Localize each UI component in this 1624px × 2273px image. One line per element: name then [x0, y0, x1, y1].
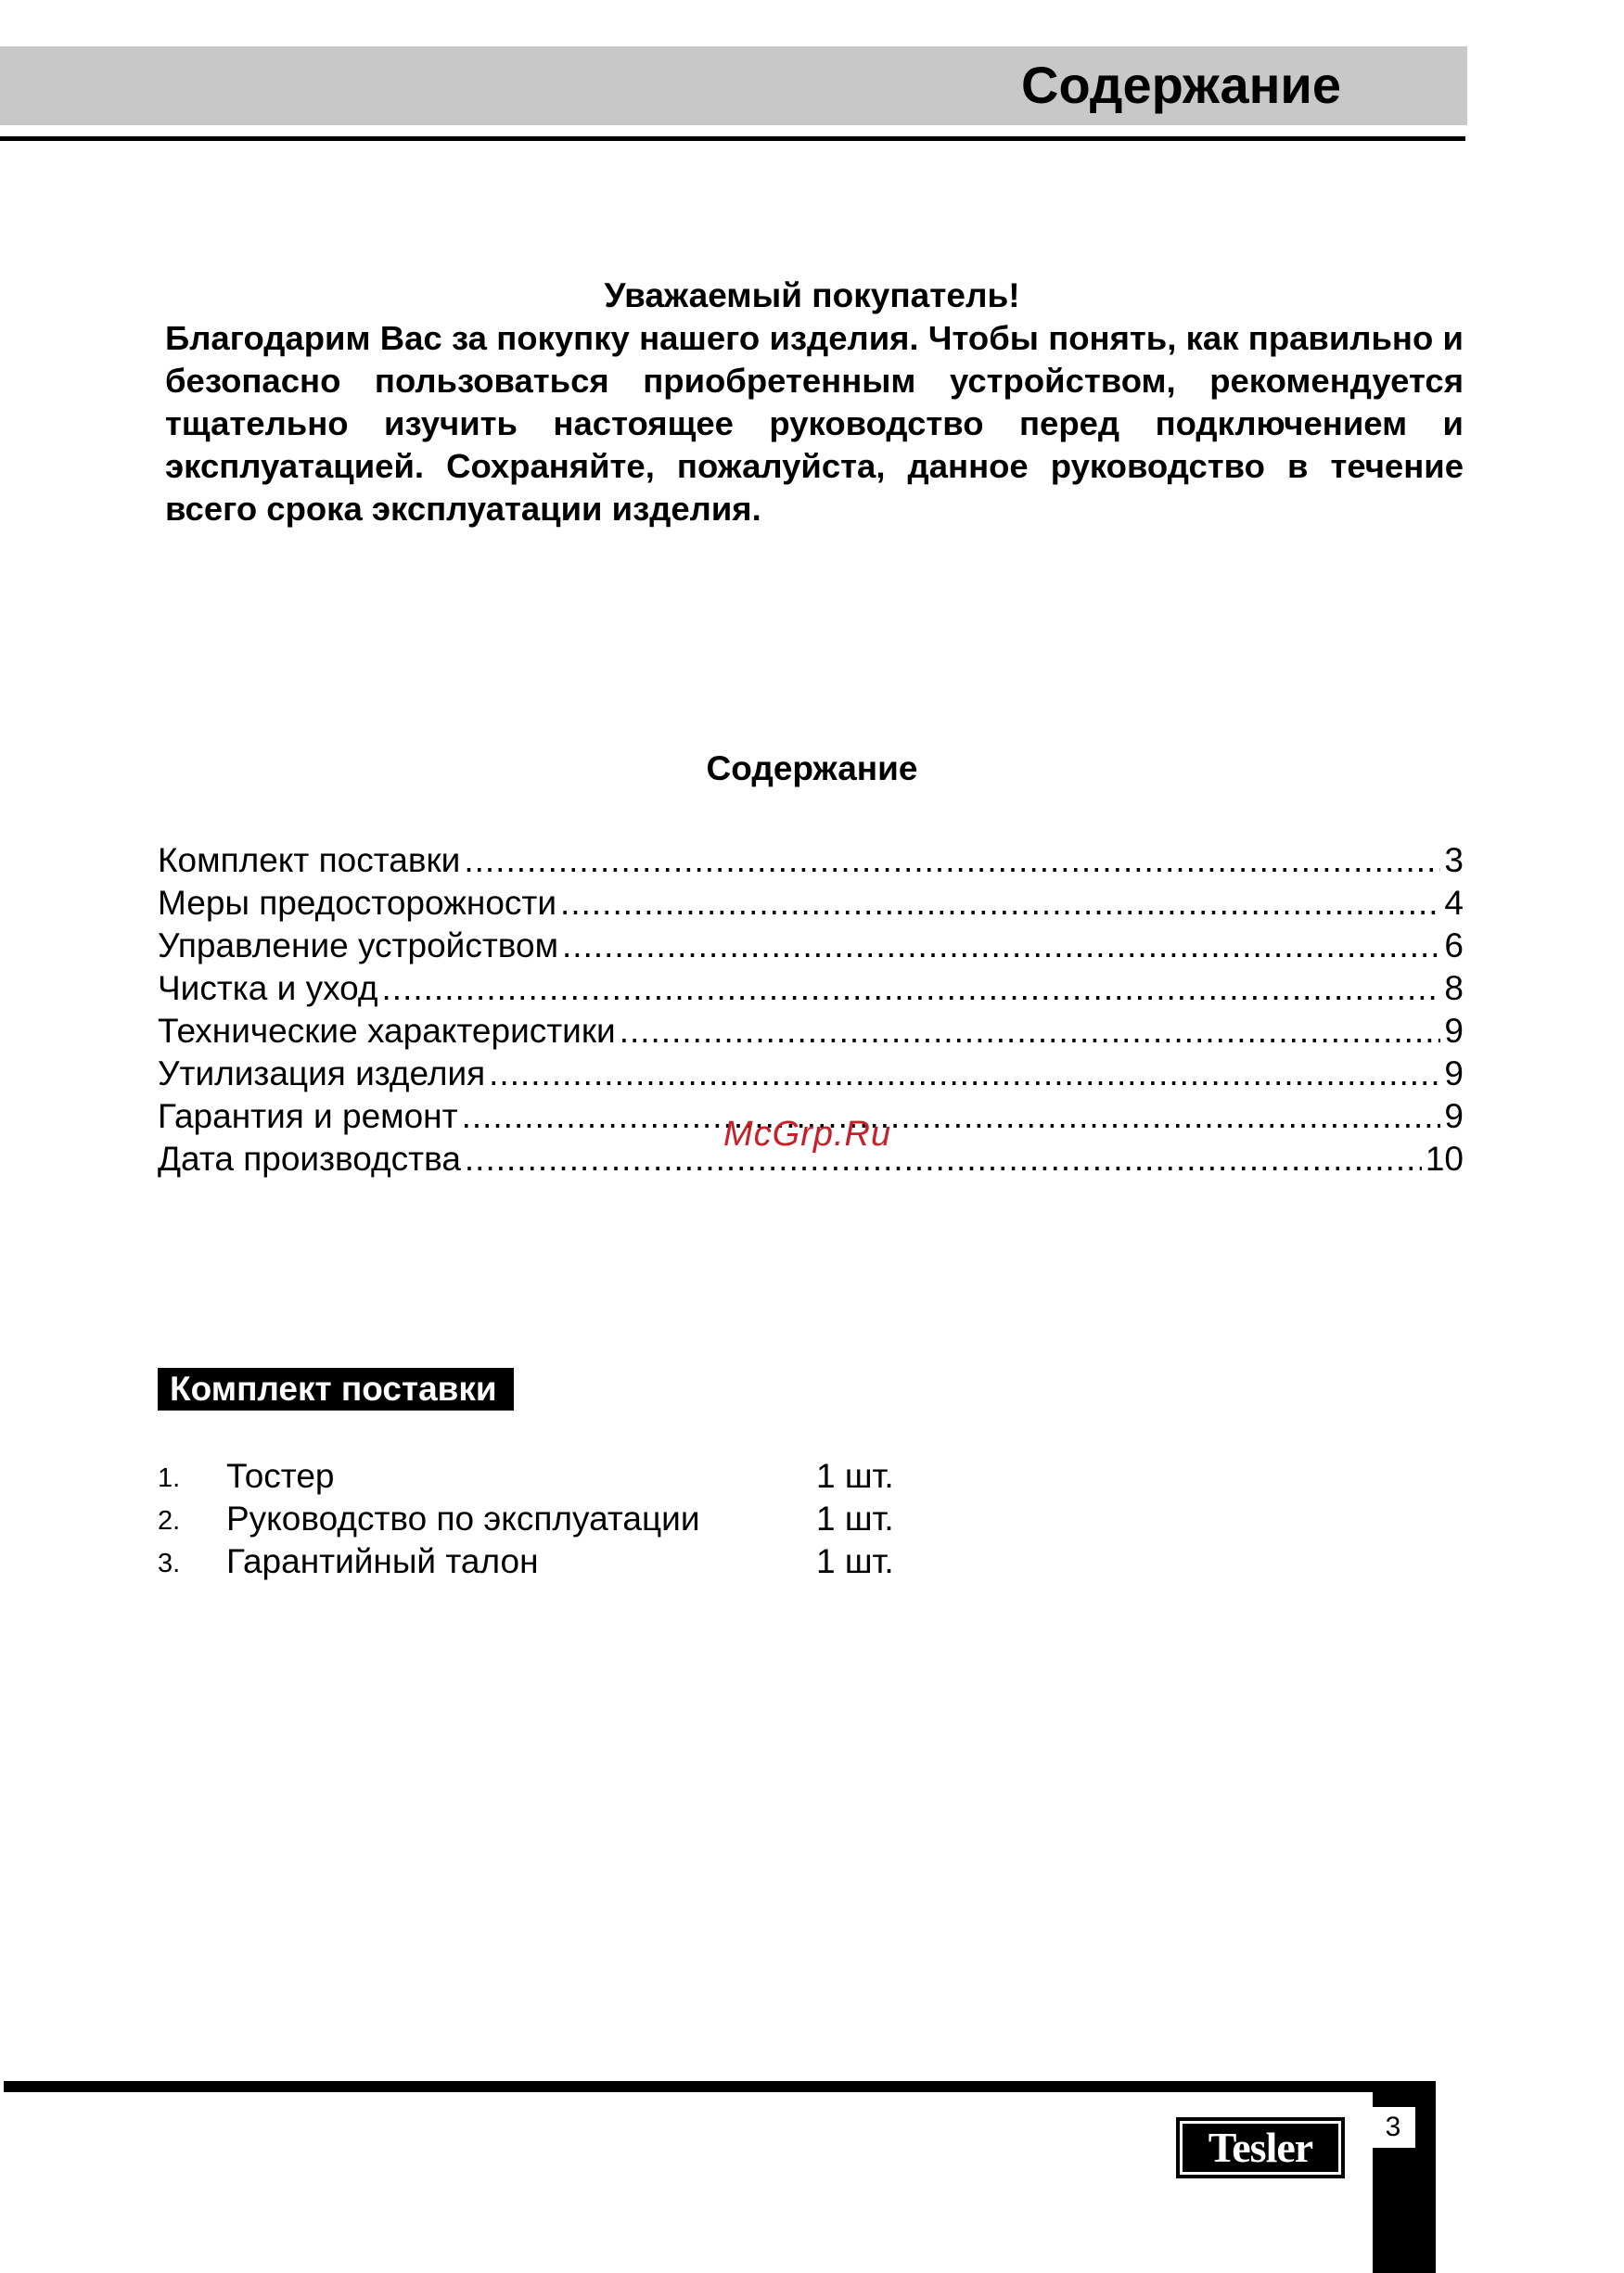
toc-leader-dots — [462, 1095, 1441, 1138]
header-divider — [0, 136, 1465, 141]
page-title: Содержание — [1021, 56, 1341, 114]
list-item — [158, 1455, 992, 1498]
toc-item-label: Технические характеристики — [158, 1012, 616, 1050]
footer-divider — [4, 2081, 1436, 2092]
toc-leader-dots — [464, 839, 1440, 882]
toc-heading: Содержание — [706, 749, 918, 787]
toc-item-label: Утилизация изделия — [158, 1054, 486, 1092]
watermark-text: McGrp.Ru — [723, 1115, 892, 1154]
list-item-name: Гарантийный талон — [226, 1542, 539, 1580]
toc-item-label: Гарантия и ремонт — [158, 1097, 458, 1135]
header-band — [0, 46, 1467, 125]
toc-leader-dots — [489, 1053, 1440, 1095]
toc-item[interactable] — [158, 1010, 1464, 1053]
greeting-heading: Уважаемый покупатель! — [604, 276, 1020, 314]
page-number: 3 — [1371, 2107, 1415, 2148]
tesler-logo — [1176, 2117, 1345, 2178]
toc-item[interactable] — [158, 967, 1464, 1010]
list-item — [158, 1498, 992, 1540]
toc-item-page: 9 — [1444, 1012, 1464, 1050]
toc-item-page: 4 — [1444, 884, 1464, 922]
list-item-number: 2. — [158, 1506, 181, 1536]
intro-paragraph: Благодарим Вас за покупку нашего изделия. Чтобы понять, как правильно и безопасно пользоваться приобретенным устройством, рекомендуется тщательно изучить настоящее руководство перед подключением и эксплуатацией. Сохраняйте, пожалуйста, данное руководство в течение всего срока эксплуатации изделия. — [165, 319, 1464, 528]
list-item-name: Руководство по эксплуатации — [226, 1500, 700, 1538]
toc-item-page: 9 — [1444, 1097, 1464, 1135]
toc-leader-dots — [560, 882, 1440, 925]
toc-item-page: 6 — [1444, 926, 1464, 964]
toc-item[interactable] — [158, 839, 1464, 882]
list-item-quantity: 1 шт. — [816, 1542, 894, 1580]
toc-item-label: Дата производства — [158, 1140, 461, 1178]
list-item — [158, 1540, 992, 1583]
toc-item-label: Управление устройством — [158, 926, 559, 964]
toc-leader-dots — [382, 967, 1441, 1010]
toc-item-label: Меры предосторожности — [158, 884, 557, 922]
toc-leader-dots — [620, 1010, 1441, 1053]
toc-item-label: Комплект поставки — [158, 841, 461, 879]
list-item-number: 1. — [158, 1463, 181, 1493]
list-item-quantity: 1 шт. — [816, 1500, 894, 1538]
toc-leader-dots — [562, 925, 1440, 967]
logo-wordmark: Tesler — [1208, 2124, 1313, 2171]
list-item-name: Тостер — [226, 1457, 335, 1495]
list-item-quantity: 1 шт. — [816, 1457, 894, 1495]
list-item-number: 3. — [158, 1549, 181, 1578]
toc-item-label: Чистка и уход — [158, 969, 378, 1007]
toc-item-page: 3 — [1444, 841, 1464, 879]
toc-item[interactable] — [158, 1053, 1464, 1095]
package-list — [158, 1455, 992, 1583]
toc-item[interactable] — [158, 925, 1464, 967]
toc-leader-dots — [465, 1138, 1422, 1181]
toc-item-page: 8 — [1444, 969, 1464, 1007]
toc-item-page: 10 — [1425, 1140, 1464, 1178]
toc-item-page: 9 — [1444, 1054, 1464, 1092]
toc-item[interactable] — [158, 882, 1464, 925]
package-section-heading: Комплект поставки — [158, 1368, 514, 1411]
